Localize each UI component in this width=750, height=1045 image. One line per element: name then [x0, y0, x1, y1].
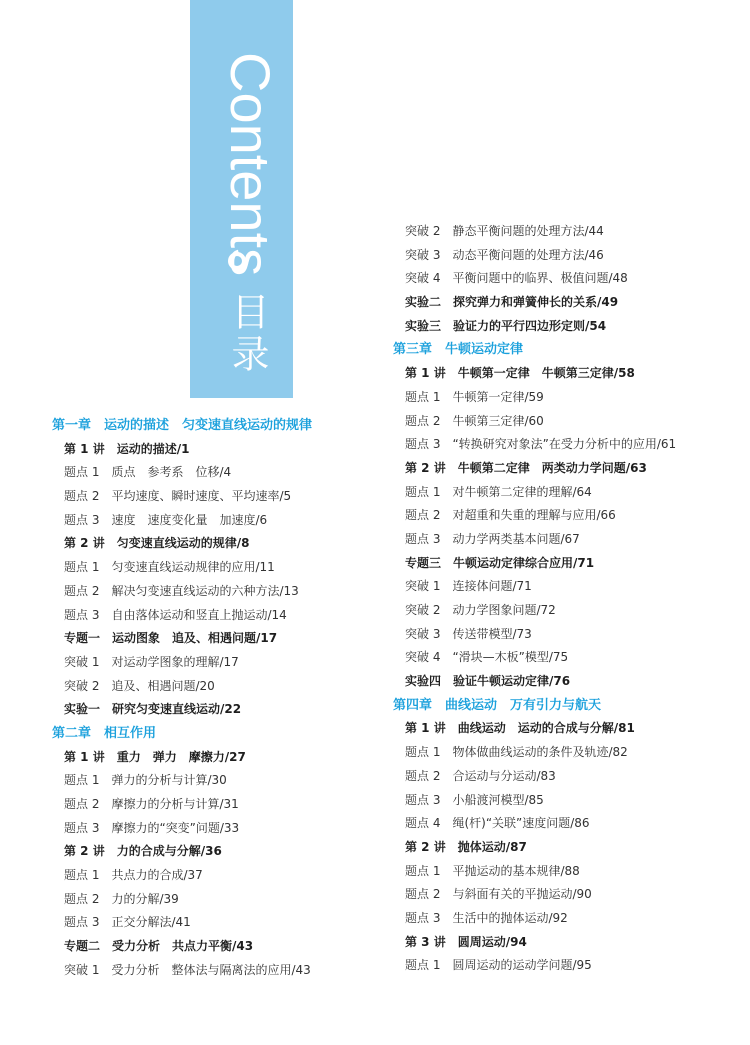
contents-title-en: Contents — [219, 52, 282, 277]
toc-section-entry[interactable] — [393, 552, 723, 576]
toc-entry-text: 题点 1 对牛顿第二定律的理解/64 — [405, 484, 592, 499]
toc-item-entry[interactable] — [52, 675, 372, 699]
toc-entry-text: 专题二 受力分析 共点力平衡/43 — [64, 939, 254, 954]
toc-entry-text: 题点 2 牛顿第三定律/60 — [405, 413, 544, 428]
toc-entry-text: 题点 2 对超重和失重的理解与应用/66 — [405, 508, 616, 523]
toc-entry-text: 题点 3 摩擦力的“突变”问题/33 — [64, 820, 240, 835]
toc-item-entry[interactable] — [52, 461, 372, 485]
toc-item-entry[interactable] — [52, 793, 372, 817]
toc-item-entry[interactable] — [52, 817, 372, 841]
toc-section-entry[interactable] — [52, 698, 372, 722]
toc-entry-text: 突破 1 受力分析 整体法与隔离法的应用/43 — [64, 962, 311, 977]
toc-entry-text: 实验三 验证力的平行四边形定则/54 — [405, 318, 607, 333]
toc-entry-text: 突破 1 对运动学图象的理解/17 — [64, 654, 239, 669]
toc-item-entry[interactable] — [52, 485, 372, 509]
toc-item-entry[interactable] — [393, 575, 723, 599]
toc-entry-text: 第 1 讲 牛顿第一定律 牛顿第三定律/58 — [405, 366, 635, 381]
toc-chapter-heading[interactable] — [52, 414, 372, 438]
toc-section-entry[interactable] — [52, 746, 372, 770]
toc-chapter-heading[interactable] — [393, 338, 723, 362]
toc-left-column — [52, 414, 372, 983]
toc-entry-text: 题点 3 生活中的抛体运动/92 — [405, 910, 568, 925]
toc-item-entry[interactable] — [393, 812, 723, 836]
toc-right-column — [393, 220, 723, 978]
toc-section-entry[interactable] — [393, 457, 723, 481]
toc-entry-text: 第 2 讲 抛体运动/87 — [405, 839, 527, 854]
toc-entry-text: 题点 1 平抛运动的基本规律/88 — [405, 863, 580, 878]
toc-item-entry[interactable] — [393, 386, 723, 410]
toc-section-entry[interactable] — [393, 315, 723, 339]
toc-chapter-heading[interactable] — [393, 694, 723, 718]
toc-item-entry[interactable] — [393, 481, 723, 505]
toc-entry-text: 第二章 相互作用 — [52, 725, 157, 741]
toc-entry-text: 题点 3 动力学两类基本问题/67 — [405, 531, 580, 546]
toc-entry-text: 题点 1 共点力的合成/37 — [64, 868, 203, 883]
toc-entry-text: 题点 3 正交分解法/41 — [64, 915, 191, 930]
toc-item-entry[interactable] — [393, 741, 723, 765]
toc-entry-text: 题点 2 平均速度、瞬时速度、平均速率/5 — [64, 489, 292, 504]
toc-item-entry[interactable] — [52, 864, 372, 888]
toc-item-entry[interactable] — [52, 959, 372, 983]
toc-item-entry[interactable] — [393, 954, 723, 978]
toc-item-entry[interactable] — [393, 267, 723, 291]
toc-entry-text: 题点 4 绳(杆)“关联”速度问题/86 — [405, 816, 590, 831]
toc-item-entry[interactable] — [393, 410, 723, 434]
toc-entry-text: 题点 3 自由落体运动和竖直上抛运动/14 — [64, 607, 287, 622]
toc-item-entry[interactable] — [393, 789, 723, 813]
toc-entry-text: 题点 1 物体做曲线运动的条件及轨迹/82 — [405, 745, 628, 760]
toc-item-entry[interactable] — [393, 765, 723, 789]
toc-entry-text: 突破 2 追及、相遇问题/20 — [64, 678, 215, 693]
toc-entry-text: 第 1 讲 曲线运动 运动的合成与分解/81 — [405, 721, 635, 736]
toc-item-entry[interactable] — [52, 769, 372, 793]
toc-entry-text: 第 2 讲 匀变速直线运动的规律/8 — [64, 536, 250, 551]
toc-entry-text: 第四章 曲线运动 万有引力与航天 — [393, 697, 602, 713]
toc-section-entry[interactable] — [393, 836, 723, 860]
toc-entry-text: 题点 2 与斜面有关的平抛运动/90 — [405, 887, 592, 902]
toc-entry-text: 专题一 运动图象 追及、相遇问题/17 — [64, 631, 278, 646]
toc-entry-text: 第三章 牛顿运动定律 — [393, 342, 524, 358]
toc-section-entry[interactable] — [393, 931, 723, 955]
toc-entry-text: 突破 2 静态平衡问题的处理方法/44 — [405, 224, 604, 238]
toc-entry-text: 第 3 讲 圆周运动/94 — [405, 934, 527, 949]
toc-item-entry[interactable] — [393, 528, 723, 552]
toc-item-entry[interactable] — [52, 911, 372, 935]
toc-section-entry[interactable] — [52, 532, 372, 556]
toc-item-entry[interactable] — [52, 580, 372, 604]
toc-entry-text: 题点 1 圆周运动的运动学问题/95 — [405, 958, 592, 973]
toc-section-entry[interactable] — [52, 935, 372, 959]
toc-item-entry[interactable] — [393, 907, 723, 931]
toc-entry-text: 突破 3 动态平衡问题的处理方法/46 — [405, 247, 604, 262]
title-dot-icon — [228, 252, 246, 270]
toc-entry-text: 实验一 研究匀变速直线运动/22 — [64, 702, 242, 717]
toc-entry-text: 题点 2 解决匀变速直线运动的六种方法/13 — [64, 583, 299, 598]
toc-item-entry[interactable] — [393, 433, 723, 457]
toc-entry-text: 实验二 探究弹力和弹簧伸长的关系/49 — [405, 295, 619, 310]
toc-item-entry[interactable] — [52, 556, 372, 580]
toc-section-entry[interactable] — [393, 291, 723, 315]
toc-section-entry[interactable] — [52, 627, 372, 651]
toc-item-entry[interactable] — [52, 509, 372, 533]
toc-item-entry[interactable] — [393, 599, 723, 623]
toc-entry-text: 专题三 牛顿运动定律综合应用/71 — [405, 555, 595, 570]
toc-entry-text: 突破 1 连接体问题/71 — [405, 579, 532, 594]
toc-entry-text: 题点 2 力的分解/39 — [64, 891, 179, 906]
toc-entry-text: 题点 3 “转换研究对象法”在受力分析中的应用/61 — [405, 437, 677, 452]
toc-entry-text: 突破 3 传送带模型/73 — [405, 626, 532, 641]
toc-section-entry[interactable] — [52, 438, 372, 462]
toc-entry-text: 实验四 验证牛顿运动定律/76 — [405, 674, 571, 689]
toc-item-entry[interactable] — [393, 883, 723, 907]
toc-entry-text: 第 1 讲 运动的描述/1 — [64, 441, 190, 456]
toc-section-entry[interactable] — [52, 840, 372, 864]
toc-item-entry[interactable] — [393, 860, 723, 884]
toc-entry-text: 突破 4 平衡问题中的临界、极值问题/48 — [405, 271, 628, 286]
toc-section-entry[interactable] — [393, 717, 723, 741]
toc-entry-text: 题点 1 匀变速直线运动规律的应用/11 — [64, 560, 275, 575]
toc-entry-text: 突破 4 “滑块—木板”模型/75 — [405, 650, 569, 665]
toc-entry-text: 题点 1 牛顿第一定律/59 — [405, 389, 544, 404]
toc-entry-text: 题点 3 小船渡河模型/85 — [405, 792, 544, 807]
toc-chapter-heading[interactable] — [52, 722, 372, 746]
toc-entry-text: 题点 2 合运动与分运动/83 — [405, 768, 556, 783]
contents-title-zh: 目录 — [225, 292, 269, 376]
toc-entry-text: 题点 1 弹力的分析与计算/30 — [64, 773, 227, 788]
toc-entry-text: 第一章 运动的描述 匀变速直线运动的规律 — [52, 418, 313, 433]
toc-item-entry[interactable] — [393, 220, 723, 244]
toc-item-entry[interactable] — [393, 623, 723, 647]
toc-entry-text: 第 2 讲 牛顿第二定律 两类动力学问题/63 — [405, 460, 647, 475]
toc-entry-text: 题点 2 摩擦力的分析与计算/31 — [64, 797, 239, 811]
toc-entry-text: 突破 2 动力学图象问题/72 — [405, 603, 556, 617]
toc-section-entry[interactable] — [393, 362, 723, 386]
toc-entry-text: 题点 3 速度 速度变化量 加速度/6 — [64, 512, 268, 527]
toc-item-entry[interactable] — [52, 604, 372, 628]
toc-entry-text: 第 2 讲 力的合成与分解/36 — [64, 844, 222, 859]
toc-item-entry[interactable] — [393, 244, 723, 268]
toc-section-entry[interactable] — [393, 670, 723, 694]
toc-entry-text: 第 1 讲 重力 弹力 摩擦力/27 — [64, 749, 246, 764]
toc-item-entry[interactable] — [393, 646, 723, 670]
toc-entry-text: 题点 1 质点 参考系 位移/4 — [64, 465, 232, 480]
toc-item-entry[interactable] — [52, 888, 372, 912]
toc-item-entry[interactable] — [393, 504, 723, 528]
toc-item-entry[interactable] — [52, 651, 372, 675]
